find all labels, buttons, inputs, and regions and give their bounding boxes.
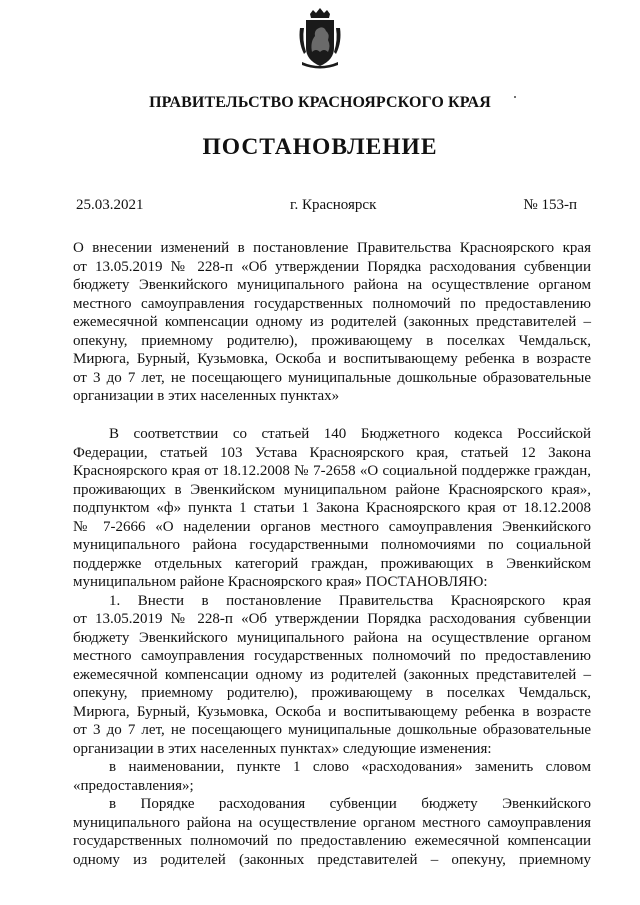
title-line: О внесении изменений в постановление Правительства Красноярского края bbox=[73, 240, 591, 256]
title-line: опекуну, приемному родителю), проживающему в поселках Чемдальск, bbox=[73, 332, 591, 349]
body-line: от 13.05.2019 № 228-п «Об утверждении Порядка расходования субвенции bbox=[73, 611, 591, 627]
title-line: бюджету Эвенкийского муниципального района на осуществление органом bbox=[73, 277, 591, 293]
title-line: местного самоуправления государственных полномочий по предоставлению bbox=[73, 295, 591, 312]
body-line: в Порядке расходования субвенции бюджету Эвенкийского bbox=[109, 796, 591, 812]
resolution-title bbox=[73, 239, 591, 406]
resolution-body bbox=[73, 425, 591, 869]
body-line: муниципальном районе Красноярского края» ПОСТАНОВЛЯЮ: bbox=[73, 574, 488, 590]
body-line: Мирюга, Бурный, Кузьмовка, Оскоба и воспитывающему ребенка в возрасте bbox=[73, 703, 591, 720]
title-line: Мирюга, Бурный, Кузьмовка, Оскоба и воспитывающему ребенка в возрасте bbox=[73, 351, 591, 367]
document-type-heading: ПОСТАНОВЛЕНИЕ bbox=[202, 134, 438, 160]
title-line: от 13.05.2019 № 228-п «Об утверждении Порядка расходования субвенции bbox=[73, 258, 591, 275]
document-date: 25.03.2021 bbox=[76, 197, 144, 213]
body-line: поддержке отдельных категорий граждан, проживающих в Эвенкийском bbox=[73, 555, 591, 572]
title-line: от 3 до 7 лет, не посещающего муниципальные дошкольные образовательные bbox=[73, 369, 591, 386]
body-line: в наименовании, пункте 1 слово «расходования» заменить словом bbox=[109, 759, 591, 775]
coat-of-arms-icon bbox=[298, 8, 342, 70]
body-line: 1. Внести в постановление Правительства Красноярского края bbox=[109, 592, 591, 609]
body-line: проживающих в Эвенкийском муниципальном районе Красноярского края», bbox=[73, 481, 591, 498]
body-line: Федерации, статьей 103 Устава Красноярского края, статьей 12 Закона bbox=[73, 444, 591, 461]
body-line: одному из родителей (законных представителей – опекуну, приемному bbox=[73, 851, 591, 868]
body-line: организации в этих населенных пунктах» следующие изменения: bbox=[73, 740, 492, 757]
government-name: ПРАВИТЕЛЬСТВО КРАСНОЯРСКОГО КРАЯ bbox=[149, 94, 491, 111]
document-number: № 153-п bbox=[523, 197, 577, 213]
body-line: опекуну, приемному родителю), проживающему в поселках Чемдальск, bbox=[73, 685, 591, 701]
body-line: В соответствии со статьей 140 Бюджетного кодекса Российской bbox=[109, 426, 591, 442]
title-line: организации в этих населенных пунктах» bbox=[73, 388, 340, 404]
body-line: подпунктом «ф» пункта 1 статьи 1 Закона Красноярского края от 18.12.2008 bbox=[73, 500, 591, 516]
title-line: ежемесячной компенсации одному из родителей (законных представителей – bbox=[73, 314, 591, 330]
body-line: № 7-2666 «О наделении органов местного самоуправления Эвенкийского bbox=[73, 518, 591, 535]
body-line: бюджету Эвенкийского муниципального района на осуществление органом bbox=[73, 629, 591, 646]
body-line: муниципального района на осуществление органом местного самоуправления bbox=[73, 814, 591, 831]
body-line: государственных полномочий по предоставлению ежемесячной компенсации bbox=[73, 833, 591, 849]
body-line: Красноярского края от 18.12.2008 № 7-2658 «О социальной поддержке граждан, bbox=[73, 463, 591, 479]
body-line: муниципального района государственными полномочиями по социальной bbox=[73, 537, 591, 553]
body-line: «предоставления»; bbox=[73, 777, 194, 794]
document-city: г. Красноярск bbox=[290, 197, 377, 213]
body-line: от 3 до 7 лет, не посещающего муниципальные дошкольные образовательные bbox=[73, 722, 591, 738]
body-line: ежемесячной компенсации одному из родителей (законных представителей – bbox=[73, 666, 591, 683]
body-line: местного самоуправления государственных полномочий по предоставлению bbox=[73, 648, 591, 664]
